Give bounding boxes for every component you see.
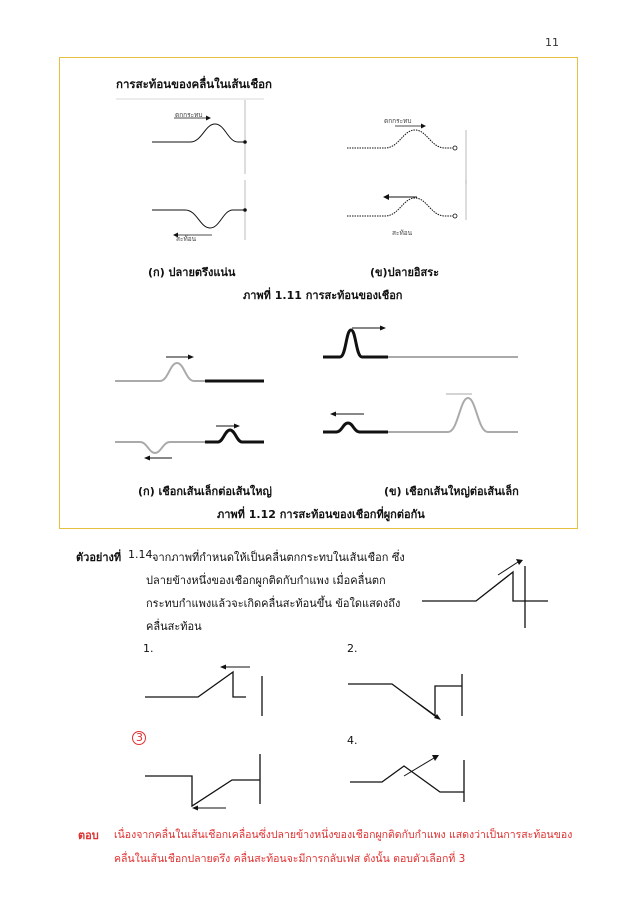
fixed-incident-label: ตกกระทบ — [175, 111, 203, 119]
option-1-label[interactable]: 1. — [143, 642, 154, 655]
option-3-diagram[interactable] — [140, 752, 270, 812]
fixed-end-incident-diagram — [150, 100, 270, 180]
thin-to-thick-incident-diagram — [110, 345, 270, 390]
example-line-2: ปลายข้างหนึ่งของเชือกผูกติดกับกำแพง เมื่อคลื่นตก — [146, 574, 386, 587]
thin-to-thick-reflect-diagram — [110, 420, 270, 465]
section-title: การสะท้อนของคลื่นในเส้นเชือก — [116, 77, 273, 91]
fig-1-12-caption-a: (ก) เชือกเส้นเล็กต่อเส้นใหญ่ — [138, 485, 272, 498]
fig-1-12-caption-b: (ข) เชือกเส้นใหญ่ต่อเส้นเล็ก — [384, 485, 519, 498]
fig-1-11-caption-a: (ก) ปลายตรึงแน่น — [148, 266, 236, 279]
answer-line-2: คลื่นในเส้นเชือกปลายตรึง คลื่นสะท้อนจะมีการกลับเฟส ดังนั้น ตอบตัวเลือกที่ 3 — [114, 853, 466, 865]
option-3-label[interactable]: 3 — [136, 731, 143, 744]
answer-line-1: เนื่องจากคลื่นในเส้นเชือกเคลื่อนซึ่งปลายข้างหนึ่งของเชือกผูกติดกับกำแพง แสดงว่าเป็นการสะท้อนของ — [114, 829, 573, 841]
fixed-reflect-label: สะท้อน — [176, 235, 197, 243]
example-line-1: จากภาพที่กำหนดให้เป็นคลื่นตกกระทบในเส้นเชือก ซึ่ง — [152, 551, 405, 564]
example-line-4: คลื่นสะท้อน — [146, 620, 202, 633]
example-label: ตัวอย่างที่ — [76, 551, 122, 564]
question-diagram — [420, 560, 560, 630]
example-line-3: กระทบกำแพงแล้วจะเกิดคลื่นสะท้อนขึ้น ข้อใดแสดงถึง — [146, 597, 401, 610]
thick-to-thin-incident-diagram — [318, 320, 528, 365]
answer-label: ตอบ — [78, 829, 99, 842]
fig-1-11-caption: ภาพที่ 1.11 การสะท้อนของเชือก — [243, 289, 403, 302]
option-2-label[interactable]: 2. — [347, 642, 358, 655]
option-2-diagram[interactable] — [340, 670, 470, 730]
option-4-diagram[interactable] — [340, 752, 470, 812]
fig-1-11-caption-b: (ข)ปลายอิสระ — [370, 266, 440, 279]
fig-1-12-caption: ภาพที่ 1.12 การสะท้อนของเชือกที่ผูกต่อกัน — [217, 508, 425, 521]
option-4-label[interactable]: 4. — [347, 734, 358, 747]
free-incident-label: ตกกระทบ — [384, 117, 412, 125]
example-number: 1.14 — [128, 548, 153, 561]
fixed-end-reflect-diagram — [150, 180, 270, 250]
option-1-diagram[interactable] — [140, 660, 270, 720]
page-number: 11 — [545, 36, 559, 49]
free-reflect-label: สะท้อน — [392, 229, 413, 237]
thick-to-thin-reflect-diagram — [318, 390, 528, 440]
